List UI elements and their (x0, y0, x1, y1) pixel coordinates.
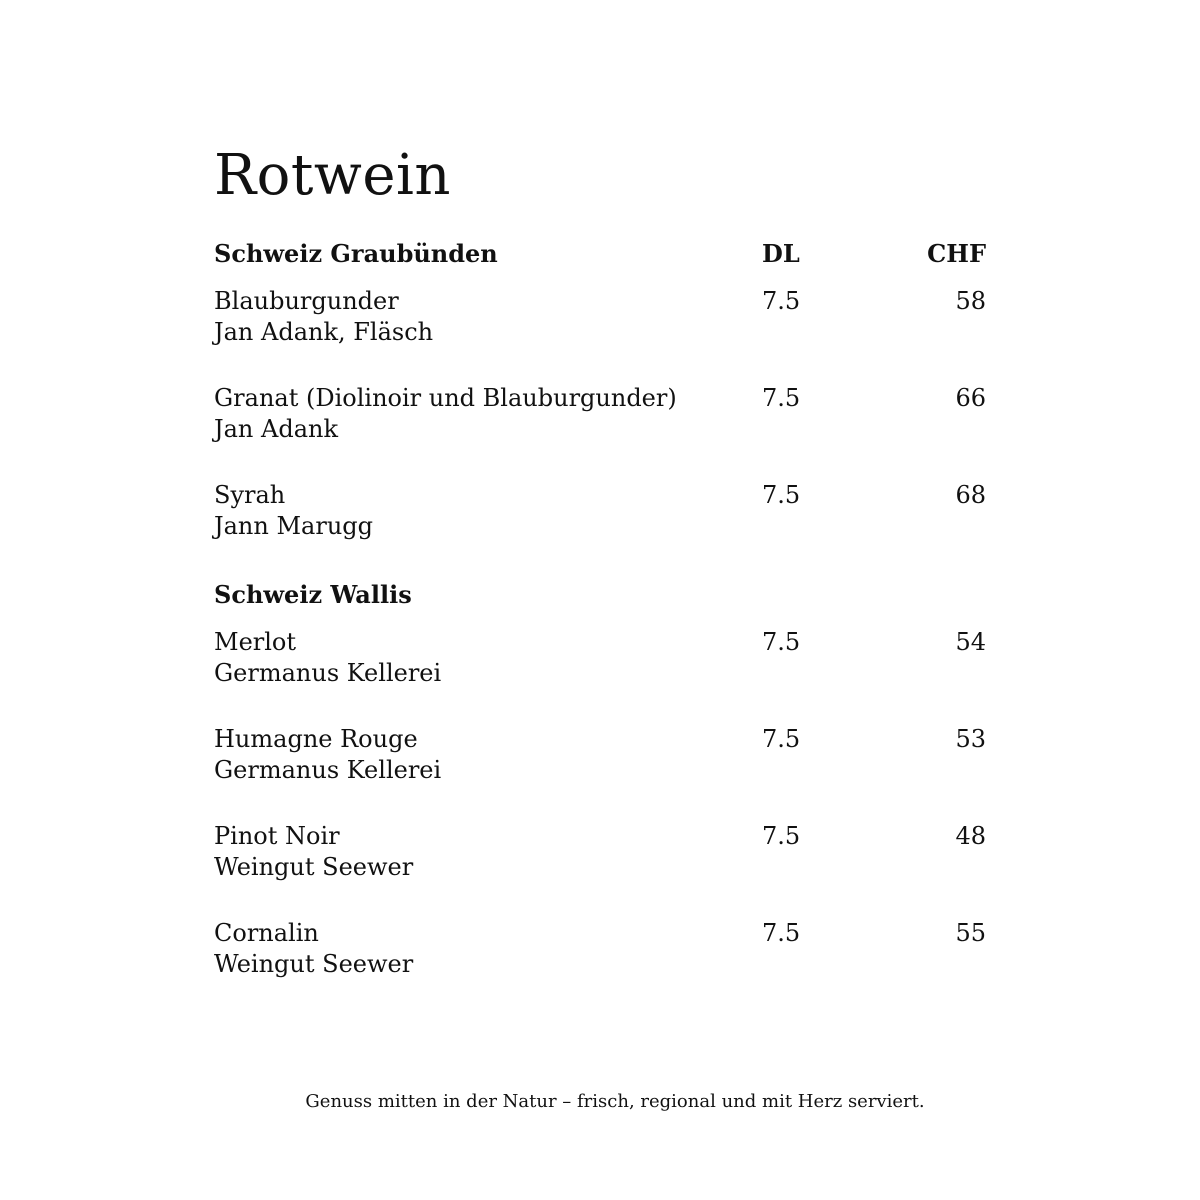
wine-name: Pinot Noir (214, 822, 340, 850)
wine-producer: Weingut Seewer (214, 950, 414, 978)
wine-producer: Weingut Seewer (214, 853, 414, 881)
dl-column-header: DL (762, 239, 800, 268)
section-title: Schweiz Wallis (214, 580, 412, 609)
wine-producer: Germanus Kellerei (214, 659, 442, 687)
chf-column-header: CHF (927, 239, 986, 268)
wine-item (214, 480, 1014, 546)
wine-price: 55 (955, 919, 986, 947)
page-title: Rotwein (214, 143, 451, 208)
wine-item (214, 383, 1014, 449)
wine-dl: 7.5 (762, 725, 801, 753)
wine-item (214, 724, 1014, 790)
section-title: Schweiz Graubünden (214, 239, 498, 268)
wine-price: 68 (955, 481, 986, 509)
wine-item (214, 918, 1014, 984)
wine-producer: Jann Marugg (214, 512, 374, 540)
wine-name: Humagne Rouge (214, 725, 418, 753)
wine-producer: Germanus Kellerei (214, 756, 442, 784)
wine-price: 53 (955, 725, 986, 753)
wine-name: Cornalin (214, 919, 319, 947)
footer-tagline: Genuss mitten in der Natur – frisch, regional und mit Herz serviert. (305, 1091, 925, 1112)
wine-dl: 7.5 (762, 919, 801, 947)
wine-producer: Jan Adank (214, 415, 339, 443)
section-header-graubuenden (214, 236, 1014, 272)
wine-name: Granat (Diolinoir und Blauburgunder) (214, 384, 677, 412)
wine-dl: 7.5 (762, 628, 801, 656)
wine-name: Merlot (214, 628, 297, 656)
wine-name: Blauburgunder (214, 287, 399, 315)
wine-item (214, 286, 1014, 352)
wine-list (214, 236, 1014, 984)
wine-name: Syrah (214, 481, 286, 509)
wine-price: 48 (955, 822, 986, 850)
wine-producer: Jan Adank, Fläsch (214, 318, 434, 346)
wine-dl: 7.5 (762, 384, 801, 412)
wine-price: 54 (955, 628, 986, 656)
wine-dl: 7.5 (762, 822, 801, 850)
wine-price: 58 (955, 287, 986, 315)
wine-price: 66 (955, 384, 986, 412)
wine-item (214, 627, 1014, 693)
wine-dl: 7.5 (762, 287, 801, 315)
wine-dl: 7.5 (762, 481, 801, 509)
wine-item (214, 821, 1014, 887)
section-header-wallis (214, 577, 1014, 613)
